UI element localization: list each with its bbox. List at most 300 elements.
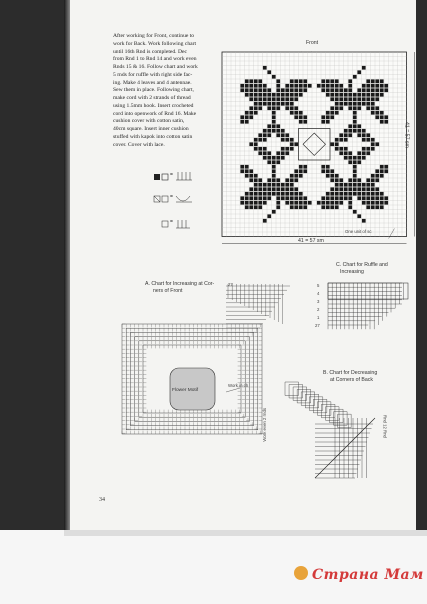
filled-cell (339, 138, 343, 142)
filled-cell (263, 84, 267, 88)
filled-cell (254, 174, 258, 178)
filled-cell (249, 187, 253, 191)
filled-cell (249, 93, 253, 97)
filled-cell (290, 102, 294, 106)
filled-cell (335, 97, 339, 101)
filled-cell (330, 196, 334, 200)
filled-cell (375, 106, 379, 110)
filled-cell (353, 93, 357, 97)
chart-b-left-label: Work even 2 rnds (262, 408, 267, 442)
legend-equals-2: = (170, 194, 173, 200)
filled-cell (335, 183, 339, 187)
filled-cell (366, 205, 370, 209)
filled-cell (348, 124, 352, 128)
filled-cell (339, 102, 343, 106)
filled-cell (285, 151, 289, 155)
filled-cell (371, 196, 375, 200)
filled-cell (371, 97, 375, 101)
filled-cell (348, 201, 352, 205)
filled-cell (348, 79, 352, 83)
filled-cell (254, 205, 258, 209)
filled-cell (267, 133, 271, 137)
filled-cell (299, 88, 303, 92)
filled-cell (339, 147, 343, 151)
filled-cell (285, 138, 289, 142)
filled-cell (263, 156, 267, 160)
instruction-line: cover. Cover with lace. (113, 141, 165, 148)
filled-cell (321, 165, 325, 169)
filled-cell (281, 129, 285, 133)
filled-cell (335, 79, 339, 83)
chart-c-row-label: 27 (315, 323, 320, 328)
filled-cell (348, 129, 352, 133)
filled-cell (362, 97, 366, 101)
filled-cell (371, 192, 375, 196)
instruction-line: 5 rnds for ruffle with right side fac- (113, 71, 193, 78)
filled-cell (380, 111, 384, 115)
chart-c-title-1: C. Chart for Ruffle and (336, 262, 388, 268)
front-chart (219, 48, 413, 238)
filled-cell (294, 84, 298, 88)
filled-cell (366, 187, 370, 191)
filled-cell (299, 84, 303, 88)
filled-cell (362, 219, 366, 223)
filled-cell (303, 196, 307, 200)
filled-cell (330, 84, 334, 88)
filled-cell (276, 183, 280, 187)
filled-cell (348, 151, 352, 155)
filled-cell (335, 84, 339, 88)
filled-cell (335, 187, 339, 191)
filled-cell (267, 156, 271, 160)
filled-cell (380, 115, 384, 119)
chart-b-grid (275, 378, 393, 483)
filled-cell (299, 201, 303, 205)
filled-cell (285, 88, 289, 92)
filled-cell (362, 183, 366, 187)
filled-cell (357, 183, 361, 187)
filled-cell (344, 156, 348, 160)
filled-cell (353, 106, 357, 110)
filled-cell (353, 156, 357, 160)
filled-cell (276, 192, 280, 196)
filled-cell (294, 196, 298, 200)
instruction-line: using 1.5mm hook. Insert crocheted (113, 102, 194, 109)
filled-cell (285, 183, 289, 187)
filled-cell (330, 106, 334, 110)
filled-cell (384, 201, 388, 205)
chart-a-title-2: ners of Front (153, 288, 183, 294)
filled-cell (290, 187, 294, 191)
filled-cell (272, 93, 276, 97)
filled-cell (254, 192, 258, 196)
filled-cell (357, 187, 361, 191)
filled-cell (258, 79, 262, 83)
filled-cell (258, 196, 262, 200)
filled-cell (366, 93, 370, 97)
instruction-line: After working for Front, continue to (113, 33, 195, 39)
filled-cell (375, 201, 379, 205)
filled-cell (249, 174, 253, 178)
filled-cell (371, 88, 375, 92)
filled-cell (240, 84, 244, 88)
filled-cell (366, 178, 370, 182)
filled-cell (303, 120, 307, 124)
filled-cell (290, 93, 294, 97)
filled-cell (290, 201, 294, 205)
filled-cell (326, 111, 330, 115)
filled-cell (276, 196, 280, 200)
filled-cell (272, 192, 276, 196)
double-crochet-icon (162, 220, 190, 228)
filled-cell (303, 88, 307, 92)
filled-cell (321, 115, 325, 119)
filled-cell (263, 192, 267, 196)
filled-cell (258, 88, 262, 92)
filled-cell (371, 142, 375, 146)
chart-c-row-label: 4 (317, 291, 320, 296)
filled-cell (249, 178, 253, 182)
filled-cell (245, 115, 249, 119)
filled-cell (335, 138, 339, 142)
filled-cell (335, 102, 339, 106)
filled-cell (299, 205, 303, 209)
flower-motif-label: Flower Motif (172, 388, 199, 393)
filled-cell (294, 88, 298, 92)
filled-cell (290, 205, 294, 209)
filled-cell (249, 201, 253, 205)
page-number: 34 (99, 497, 105, 503)
instruction-line: until 16th Rnd is completed. Dec (113, 48, 187, 55)
filled-cell (294, 93, 298, 97)
filled-cell (299, 79, 303, 83)
filled-cell (330, 88, 334, 92)
filled-cell (245, 88, 249, 92)
filled-cell (281, 196, 285, 200)
filled-cell (380, 120, 384, 124)
filled-cell (263, 138, 267, 142)
filled-cell (263, 129, 267, 133)
filled-cell (375, 192, 379, 196)
chart-b-right-label: Rnd 12 Rnd (382, 415, 388, 438)
filled-cell (326, 115, 330, 119)
filled-cell (335, 201, 339, 205)
filled-cell (267, 192, 271, 196)
filled-cell (294, 205, 298, 209)
open-square-icon (162, 174, 168, 180)
filled-cell (294, 174, 298, 178)
filled-cell (330, 178, 334, 182)
filled-cell (348, 178, 352, 182)
filled-cell (254, 111, 258, 115)
filled-cell (254, 187, 258, 191)
filled-cell (371, 102, 375, 106)
filled-cell (249, 192, 253, 196)
filled-cell (245, 79, 249, 83)
filled-cell (308, 201, 312, 205)
filled-cell (326, 174, 330, 178)
filled-cell (348, 205, 352, 209)
front-chart-unit-label: One unit of sc (345, 229, 372, 234)
filled-cell (362, 151, 366, 155)
filled-cell (339, 196, 343, 200)
filled-cell (366, 151, 370, 155)
filled-cell (303, 79, 307, 83)
filled-cell (335, 192, 339, 196)
filled-cell (366, 138, 370, 142)
filled-cell (353, 102, 357, 106)
filled-cell (375, 115, 379, 119)
filled-cell (330, 187, 334, 191)
filled-cell (285, 187, 289, 191)
filled-cell (272, 169, 276, 173)
filled-cell (254, 84, 258, 88)
filled-cell (272, 124, 276, 128)
filled-cell (249, 88, 253, 92)
instruction-line: stuffed with kapok into cotton satin (113, 133, 193, 140)
filled-cell (357, 160, 361, 164)
filled-cell (290, 192, 294, 196)
instruction-line: cord into openwork of Rnd 16. Make (113, 110, 197, 117)
chart-a-direction-label: Work in ch (228, 383, 249, 388)
front-chart-title: Front (306, 40, 319, 46)
filled-cell (353, 174, 357, 178)
filled-cell (308, 84, 312, 88)
crochet-stitch-icon (176, 172, 192, 180)
filled-cell (281, 147, 285, 151)
filled-cell (249, 115, 253, 119)
filled-cell (344, 97, 348, 101)
filled-cell (290, 142, 294, 146)
filled-cell (294, 79, 298, 83)
filled-cell (330, 142, 334, 146)
instruction-line: from Rnd 1 to Rnd 14 and work even (113, 56, 197, 63)
filled-cell (263, 93, 267, 97)
filled-cell (258, 93, 262, 97)
filled-cell (240, 88, 244, 92)
filled-cell (245, 93, 249, 97)
filled-cell (267, 151, 271, 155)
filled-cell (254, 97, 258, 101)
filled-cell (285, 196, 289, 200)
filled-cell (321, 205, 325, 209)
filled-cell (335, 205, 339, 209)
filled-cell (348, 97, 352, 101)
filled-cell (353, 187, 357, 191)
filled-cell (384, 196, 388, 200)
filled-cell (321, 88, 325, 92)
filled-cell (290, 97, 294, 101)
filled-cell (344, 147, 348, 151)
filled-cell (299, 174, 303, 178)
filled-cell (321, 120, 325, 124)
filled-cell (245, 174, 249, 178)
filled-cell (366, 147, 370, 151)
filled-cell (366, 102, 370, 106)
legend-equals-1: = (170, 172, 173, 178)
filled-cell (371, 183, 375, 187)
filled-cell (362, 84, 366, 88)
filled-cell (254, 106, 258, 110)
filled-cell (245, 165, 249, 169)
filled-cell (357, 133, 361, 137)
filled-cell (384, 84, 388, 88)
filled-cell (344, 88, 348, 92)
filled-cell (290, 111, 294, 115)
filled-cell (263, 133, 267, 137)
filled-cell (294, 187, 298, 191)
chart-c-row-label: 3 (317, 299, 320, 304)
filled-cell (380, 174, 384, 178)
filled-cell (254, 196, 258, 200)
filled-cell (267, 187, 271, 191)
filled-cell (335, 111, 339, 115)
filled-cell (281, 97, 285, 101)
filled-cell (258, 183, 262, 187)
filled-cell (362, 156, 366, 160)
filled-cell (276, 205, 280, 209)
filled-cell (276, 151, 280, 155)
filled-cell (281, 88, 285, 92)
filled-cell (276, 88, 280, 92)
filled-cell (344, 129, 348, 133)
filled-cell (348, 133, 352, 137)
filled-cell (267, 93, 271, 97)
filled-cell (326, 196, 330, 200)
filled-cell (303, 201, 307, 205)
filled-cell (290, 174, 294, 178)
filled-cell (267, 88, 271, 92)
filled-cell (285, 178, 289, 182)
filled-cell (371, 79, 375, 83)
filled-cell (254, 142, 258, 146)
filled-cell (375, 174, 379, 178)
filled-cell (249, 84, 253, 88)
filled-cell (294, 111, 298, 115)
filled-cell (353, 192, 357, 196)
filled-cell (371, 147, 375, 151)
filled-cell (281, 187, 285, 191)
filled-cell (281, 151, 285, 155)
filled-cell (366, 79, 370, 83)
filled-cell (272, 102, 276, 106)
filled-cell (276, 160, 280, 164)
filled-cell (285, 102, 289, 106)
filled-cell (258, 205, 262, 209)
filled-cell (294, 106, 298, 110)
filled-cell (272, 75, 276, 79)
filled-cell (375, 88, 379, 92)
filled-cell (272, 165, 276, 169)
filled-cell (321, 79, 325, 83)
filled-cell (339, 88, 343, 92)
filled-cell (326, 165, 330, 169)
filled-cell (380, 79, 384, 83)
filled-cell (258, 84, 262, 88)
filled-cell (326, 88, 330, 92)
filled-cell (276, 187, 280, 191)
filled-cell (366, 192, 370, 196)
filled-cell (330, 79, 334, 83)
filled-cell (380, 192, 384, 196)
filled-cell (366, 106, 370, 110)
filled-cell (254, 183, 258, 187)
filled-cell (326, 79, 330, 83)
filled-cell (263, 201, 267, 205)
filled-cell (339, 151, 343, 155)
filled-cell (380, 205, 384, 209)
filled-cell (335, 106, 339, 110)
filled-cell (353, 129, 357, 133)
filled-cell (366, 97, 370, 101)
filled-cell (339, 106, 343, 110)
filled-cell (348, 93, 352, 97)
filled-cell (245, 84, 249, 88)
filled-cell (240, 196, 244, 200)
filled-cell (330, 115, 334, 119)
filled-cell (362, 187, 366, 191)
filled-cell (258, 151, 262, 155)
filled-cell (366, 88, 370, 92)
filled-cell (276, 97, 280, 101)
filled-cell (366, 196, 370, 200)
filled-cell (375, 205, 379, 209)
filled-cell (330, 192, 334, 196)
filled-cell (258, 106, 262, 110)
filled-cell (357, 93, 361, 97)
filled-cell (366, 133, 370, 137)
filled-cell (384, 165, 388, 169)
filled-cell (375, 84, 379, 88)
filled-cell (353, 120, 357, 124)
filled-cell (366, 201, 370, 205)
filled-cell (353, 183, 357, 187)
filled-cell (362, 88, 366, 92)
filled-cell (267, 97, 271, 101)
filled-cell (249, 111, 253, 115)
filled-cell (258, 192, 262, 196)
filled-cell (299, 115, 303, 119)
filled-cell (281, 192, 285, 196)
filled-cell (258, 201, 262, 205)
filled-cell (267, 196, 271, 200)
watermark-logo-icon (294, 566, 308, 580)
filled-cell (272, 160, 276, 164)
filled-cell (344, 183, 348, 187)
filled-cell (249, 205, 253, 209)
ruffle-grid-lines (328, 283, 404, 329)
filled-cell (249, 169, 253, 173)
filled-cell (362, 138, 366, 142)
filled-cell (245, 201, 249, 205)
filled-cell (353, 75, 357, 79)
filled-cell (371, 84, 375, 88)
filled-cell (357, 192, 361, 196)
filled-cell (339, 133, 343, 137)
filled-cell (330, 169, 334, 173)
filled-cell (281, 93, 285, 97)
filled-cell (362, 192, 366, 196)
filled-cell (267, 160, 271, 164)
filled-cell (285, 106, 289, 110)
ruffle-band (328, 283, 408, 299)
filled-cell (281, 102, 285, 106)
filled-cell (267, 214, 271, 218)
filled-cell (267, 70, 271, 74)
filled-cell (254, 88, 258, 92)
filled-cell (263, 147, 267, 151)
filled-cell (321, 196, 325, 200)
